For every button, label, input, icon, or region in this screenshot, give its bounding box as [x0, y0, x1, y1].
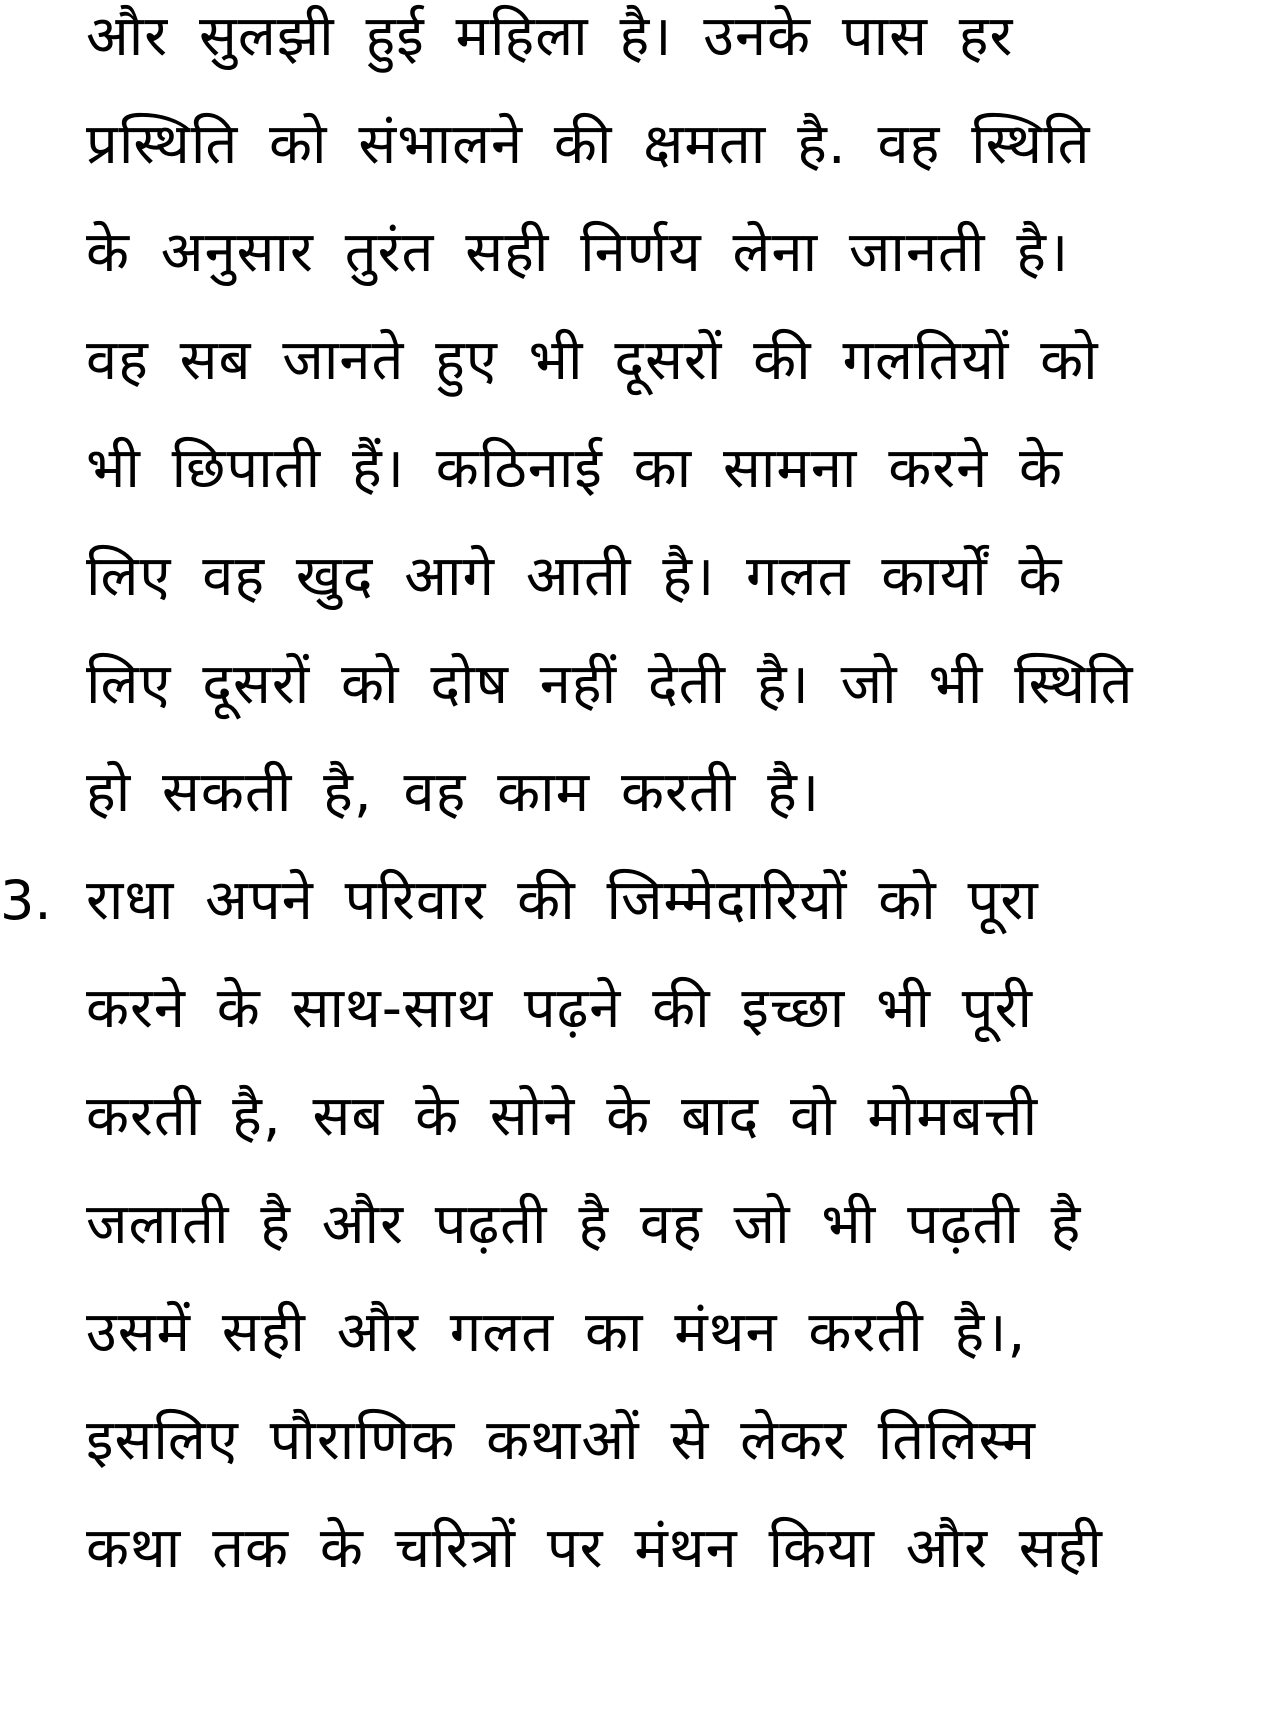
- text-line: वह सब जानते हुए भी दूसरों की गलतियों को: [86, 328, 1099, 393]
- text-line: इसलिए पौराणिक कथाओं से लेकर तिलिस्म: [86, 1408, 1036, 1473]
- text-line: जलाती है और पढ़ती है वह जो भी पढ़ती है: [86, 1192, 1082, 1257]
- text-line: प्रस्थिति को संभालने की क्षमता है. वह स्थिति: [86, 112, 1091, 177]
- text-line: लिए वह खुद आगे आती है। गलत कार्यों के: [86, 544, 1063, 609]
- list-item-number: 3.: [0, 869, 52, 932]
- text-line: उसमें सही और गलत का मंथन करती है।,: [86, 1300, 1027, 1365]
- text-line: के अनुसार तुरंत सही निर्णय लेना जानती है।: [86, 220, 1070, 285]
- text-line: राधा अपने परिवार की जिम्मेदारियों को पूरा: [86, 868, 1039, 933]
- text-line: हो सकती है, वह काम करती है।: [86, 760, 821, 825]
- text-line: भी छिपाती हैं। कठिनाई का सामना करने के: [86, 436, 1064, 501]
- text-line: और सुलझी हुई महिला है। उनके पास हर: [86, 4, 1014, 69]
- text-line: करने के साथ-साथ पढ़ने की इच्छा भी पूरी: [86, 976, 1033, 1041]
- text-line: कथा तक के चरित्रों पर मंथन किया और सही: [86, 1516, 1103, 1581]
- text-line: करती है, सब के सोने के बाद वो मोमबत्ती: [86, 1084, 1039, 1149]
- text-line: लिए दूसरों को दोष नहीं देती है। जो भी स्थिति: [86, 652, 1134, 717]
